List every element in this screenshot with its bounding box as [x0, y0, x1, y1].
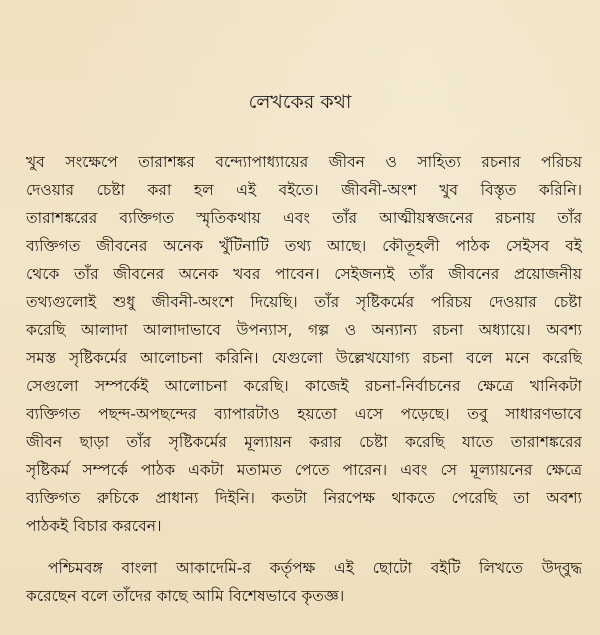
paragraph-2	[26, 554, 582, 610]
text-line: থেকে তাঁর জীবনের অনেক খবর পাবেন। সেইজন্যই তাঁর জীবনের প্রয়োজনীয়	[26, 265, 582, 283]
text-line: পাঠকই বিচার করবেন।	[26, 517, 162, 535]
text-line: ব্যক্তিগত রুচিকে প্রাধান্য দিইনি। কতটা নিরপেক্ষ থাকতে পেরেছি তা অবশ্য	[26, 489, 582, 507]
text-line: তারাশঙ্করের ব্যক্তিগত স্মৃতিকথায় এবং তাঁর আত্মীয়স্বজনের রচনায় তাঁর	[26, 209, 582, 227]
paragraph-1	[26, 148, 582, 540]
text-line: সমস্ত সৃষ্টিকর্মের আলোচনা করিনি। যেগুলো উল্লেখযোগ্য রচনা বলে মনে করেছি	[26, 349, 582, 367]
text-line: সেগুলো সম্পর্কেই আলোচনা করেছি। কাজেই রচনা-নির্বাচনের ক্ষেত্রে খানিকটা	[26, 377, 582, 395]
text-line: তথ্যগুলোই শুধু জীবনী-অংশে দিয়েছি। তাঁর সৃষ্টিকর্মের পরিচয় দেওয়ার চেষ্টা	[26, 293, 582, 311]
text-line: সৃষ্টিকর্ম সম্পর্কে পাঠক একটা মতামত পেতে পারেন। এবং সে মূল্যায়নের ক্ষেত্রে	[26, 461, 582, 479]
text-line: জীবন ছাড়া তাঁর সৃষ্টিকর্মের মূল্যায়ন করার চেষ্টা করেছি যাতে তারাশঙ্করের	[26, 433, 582, 451]
text-line: ব্যক্তিগত পছন্দ-অপছন্দের ব্যাপারটাও হয়তো এসে পড়েছে। তবু সাধারণভাবে	[26, 405, 582, 423]
text-line: করেছি আলাদা আলাদাভাবে উপন্যাস, গল্প ও অন্যান্য রচনা অধ্যায়ে। অবশ্য	[26, 321, 582, 339]
text-line: দেওয়ার চেষ্টা করা হল এই বইতে। জীবনী-অংশ খুব বিস্তৃত করিনি।	[26, 181, 582, 199]
text-line: করেছেন বলে তাঁদের কাছে আমি বিশেষভাবে কৃতজ্ঞ।	[26, 587, 345, 605]
text-line: খুব সংক্ষেপে তারাশঙ্কর বন্দ্যোপাধ্যায়ের জীবন ও সাহিত্য রচনার পরিচয়	[26, 153, 582, 171]
text-line: ব্যক্তিগত জীবনের অনেক খুঁটিনাটি তথ্য আছে। কৌতূহলী পাঠক সেইসব বই	[26, 237, 582, 255]
text-line: পশ্চিমবঙ্গ বাংলা আকাদেমি-র কর্তৃপক্ষ এই ছোটো বইটি লিখতে উদ্‌বুদ্ধ	[48, 559, 582, 577]
page-title: লেখকের কথা	[248, 91, 352, 113]
body-text	[26, 148, 582, 610]
